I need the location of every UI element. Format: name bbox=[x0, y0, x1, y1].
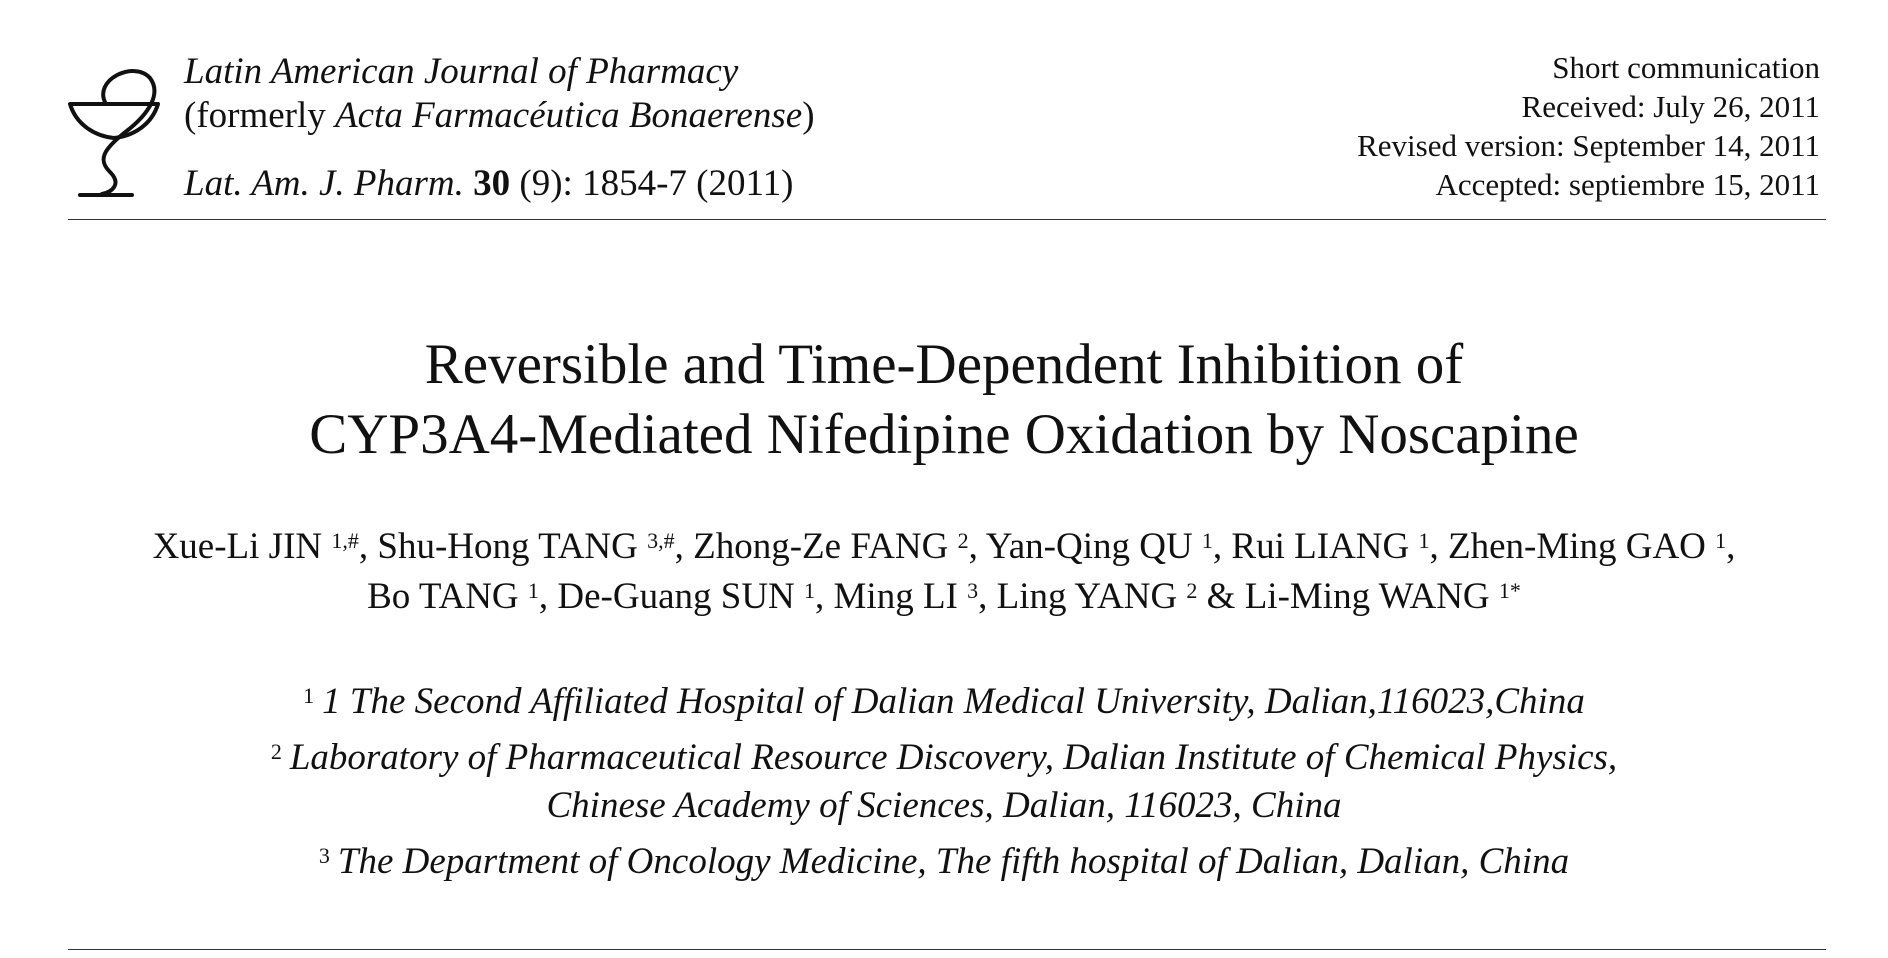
author-name: Bo TANG bbox=[367, 576, 528, 617]
accepted-date: Accepted: septiembre 15, 2011 bbox=[1435, 167, 1820, 202]
author-name: Xue-Li JIN bbox=[152, 526, 332, 567]
author-affiliation-mark: 2 bbox=[1186, 578, 1198, 603]
author-name: Yan-Qing QU bbox=[985, 526, 1202, 567]
affiliation-mark: 3 bbox=[318, 843, 330, 868]
author-affiliation-mark: 1* bbox=[1498, 578, 1521, 603]
author-affiliation-mark: 3 bbox=[967, 578, 979, 603]
affiliation-2 bbox=[0, 734, 1888, 782]
author-separator: , bbox=[1212, 526, 1232, 567]
author-separator: , bbox=[815, 576, 834, 617]
article-type: Short communication bbox=[1552, 50, 1820, 85]
citation-volume: 30 bbox=[473, 163, 511, 204]
author-affiliation-mark: 1 bbox=[804, 578, 816, 603]
author-name: Ling YANG bbox=[996, 576, 1187, 617]
citation-issue-pages: (9): 1854-7 (2011) bbox=[510, 163, 794, 204]
title-line-1: Reversible and Time-Dependent Inhibition of bbox=[424, 333, 1464, 396]
received-date: Received: July 26, 2011 bbox=[1521, 89, 1820, 124]
author-separator: , bbox=[358, 526, 378, 567]
author-separator: , bbox=[1429, 526, 1448, 567]
author-affiliation-mark: 1 bbox=[1418, 528, 1430, 553]
revised-date: Revised version: September 14, 2011 bbox=[1357, 128, 1820, 163]
author-list bbox=[0, 522, 1888, 622]
formerly-name: Acta Farmacéutica Bonaerense bbox=[335, 95, 803, 136]
author-affiliation-mark: 2 bbox=[957, 528, 969, 553]
author-separator: , bbox=[674, 526, 694, 567]
header-divider bbox=[68, 219, 1826, 220]
author-name: Ming LI bbox=[833, 576, 968, 617]
author-name: Zhong-Ze FANG bbox=[693, 526, 958, 567]
author-affiliation-mark: 1 bbox=[527, 578, 539, 603]
author-separator: , bbox=[978, 576, 997, 617]
affiliation-2-continued: Chinese Academy of Sciences, Dalian, 116023, China bbox=[546, 785, 1342, 826]
author-name: Li-Ming WANG bbox=[1244, 576, 1499, 617]
affiliation-text: The Department of Oncology Medicine, The fifth hospital of Dalian, Dalian, China bbox=[337, 841, 1570, 882]
author-line-1 bbox=[0, 522, 1888, 572]
affiliation-text: 1 The Second Affiliated Hospital of Dalian Medical University, Dalian,116023,China bbox=[322, 681, 1585, 722]
author-separator: , bbox=[968, 526, 986, 567]
journal-name-block bbox=[184, 50, 815, 138]
affiliation-list bbox=[0, 678, 1888, 894]
author-name: Rui LIANG bbox=[1231, 526, 1419, 567]
title-line-2: CYP3A4-Mediated Nifedipine Oxidation by Noscapine bbox=[309, 403, 1579, 466]
journal-name: Latin American Journal of Pharmacy bbox=[184, 51, 739, 92]
affiliation-text: Laboratory of Pharmaceutical Resource Discovery, Dalian Institute of Chemical Physics, bbox=[289, 737, 1618, 778]
citation-abbrev: Lat. Am. J. Pharm. bbox=[184, 163, 464, 204]
affiliation-3 bbox=[0, 838, 1888, 886]
journal-former-name bbox=[184, 94, 815, 138]
author-separator: , bbox=[1726, 526, 1736, 567]
author-affiliation-mark: 1,# bbox=[331, 528, 359, 553]
formerly-suffix: ) bbox=[802, 95, 815, 136]
author-line-2 bbox=[0, 572, 1888, 622]
footer-divider bbox=[68, 949, 1826, 950]
author-separator: & bbox=[1197, 576, 1245, 617]
article-dates-block bbox=[1357, 48, 1820, 204]
journal-citation bbox=[184, 162, 793, 206]
author-name: Zhen-Ming GAO bbox=[1447, 526, 1716, 567]
author-separator: , bbox=[538, 576, 558, 617]
affiliation-mark: 2 bbox=[270, 739, 282, 764]
author-affiliation-mark: 1 bbox=[1201, 528, 1213, 553]
author-affiliation-mark: 3,# bbox=[647, 528, 675, 553]
paper-title bbox=[0, 330, 1888, 470]
author-name: De-Guang SUN bbox=[557, 576, 805, 617]
affiliation-1 bbox=[0, 678, 1888, 726]
author-affiliation-mark: 1 bbox=[1715, 528, 1727, 553]
formerly-prefix: (formerly bbox=[184, 95, 336, 136]
affiliation-mark: 1 bbox=[303, 683, 315, 708]
author-name: Shu-Hong TANG bbox=[377, 526, 648, 567]
bowl-of-hygieia-icon bbox=[62, 60, 162, 200]
